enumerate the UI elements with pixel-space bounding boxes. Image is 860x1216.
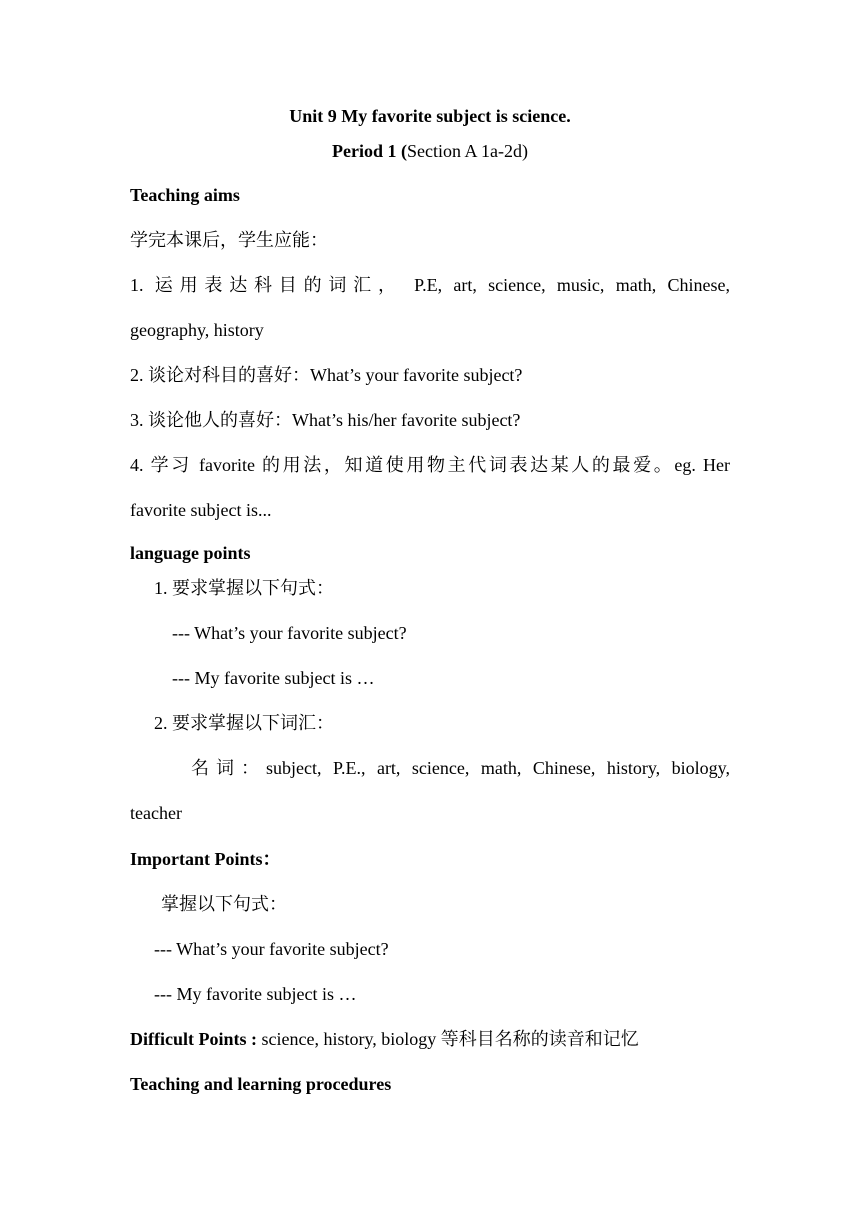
period-section: Section A 1a-2d) bbox=[407, 141, 528, 161]
vocabulary-line-1: 名词：subject, P.E., art, science, math, Chinese, history, biology, bbox=[191, 758, 730, 778]
important-points-heading: Important Points： bbox=[130, 849, 281, 869]
difficult-points bbox=[130, 1028, 639, 1050]
vocabulary-line-2: teacher bbox=[130, 803, 182, 823]
aim-1-line-2: geography, history bbox=[130, 320, 264, 340]
important-points-question: --- What’s your favorite subject? bbox=[154, 939, 389, 959]
teaching-aims-heading: Teaching aims bbox=[130, 185, 240, 205]
period-label: Period 1 ( bbox=[332, 141, 407, 161]
language-point-1-question: --- What’s your favorite subject? bbox=[172, 623, 407, 643]
aims-intro: 学完本课后，学生应能： bbox=[130, 230, 328, 250]
aim-4-line-2: favorite subject is... bbox=[130, 500, 272, 520]
aim-4-line-1: 4. 学习 favorite 的用法，知道使用物主代词表达某人的最爱。eg. Her bbox=[130, 455, 730, 475]
language-points-heading: language points bbox=[130, 543, 251, 563]
difficult-points-text: science, history, biology 等科目名称的读音和记忆 bbox=[256, 1029, 639, 1049]
language-point-1-answer: --- My favorite subject is … bbox=[172, 668, 375, 688]
difficult-points-label: Difficult Points : bbox=[130, 1029, 257, 1049]
important-points-intro: 掌握以下句式： bbox=[161, 894, 287, 914]
aim-1-line-1: 1. 运用表达科目的词汇， P.E, art, science, music, math, Chinese, bbox=[130, 275, 730, 295]
procedures-heading: Teaching and learning procedures bbox=[130, 1074, 392, 1094]
important-points-answer: --- My favorite subject is … bbox=[154, 984, 357, 1004]
language-point-1: 1. 要求掌握以下句式： bbox=[154, 578, 334, 598]
document-title: Unit 9 My favorite subject is science. bbox=[289, 106, 571, 126]
language-point-2: 2. 要求掌握以下词汇： bbox=[154, 713, 334, 733]
period-subtitle bbox=[0, 140, 860, 162]
aim-3: 3. 谈论他人的喜好：What’s his/her favorite subject? bbox=[130, 410, 521, 430]
aim-2: 2. 谈论对科目的喜好：What’s your favorite subject? bbox=[130, 365, 523, 385]
